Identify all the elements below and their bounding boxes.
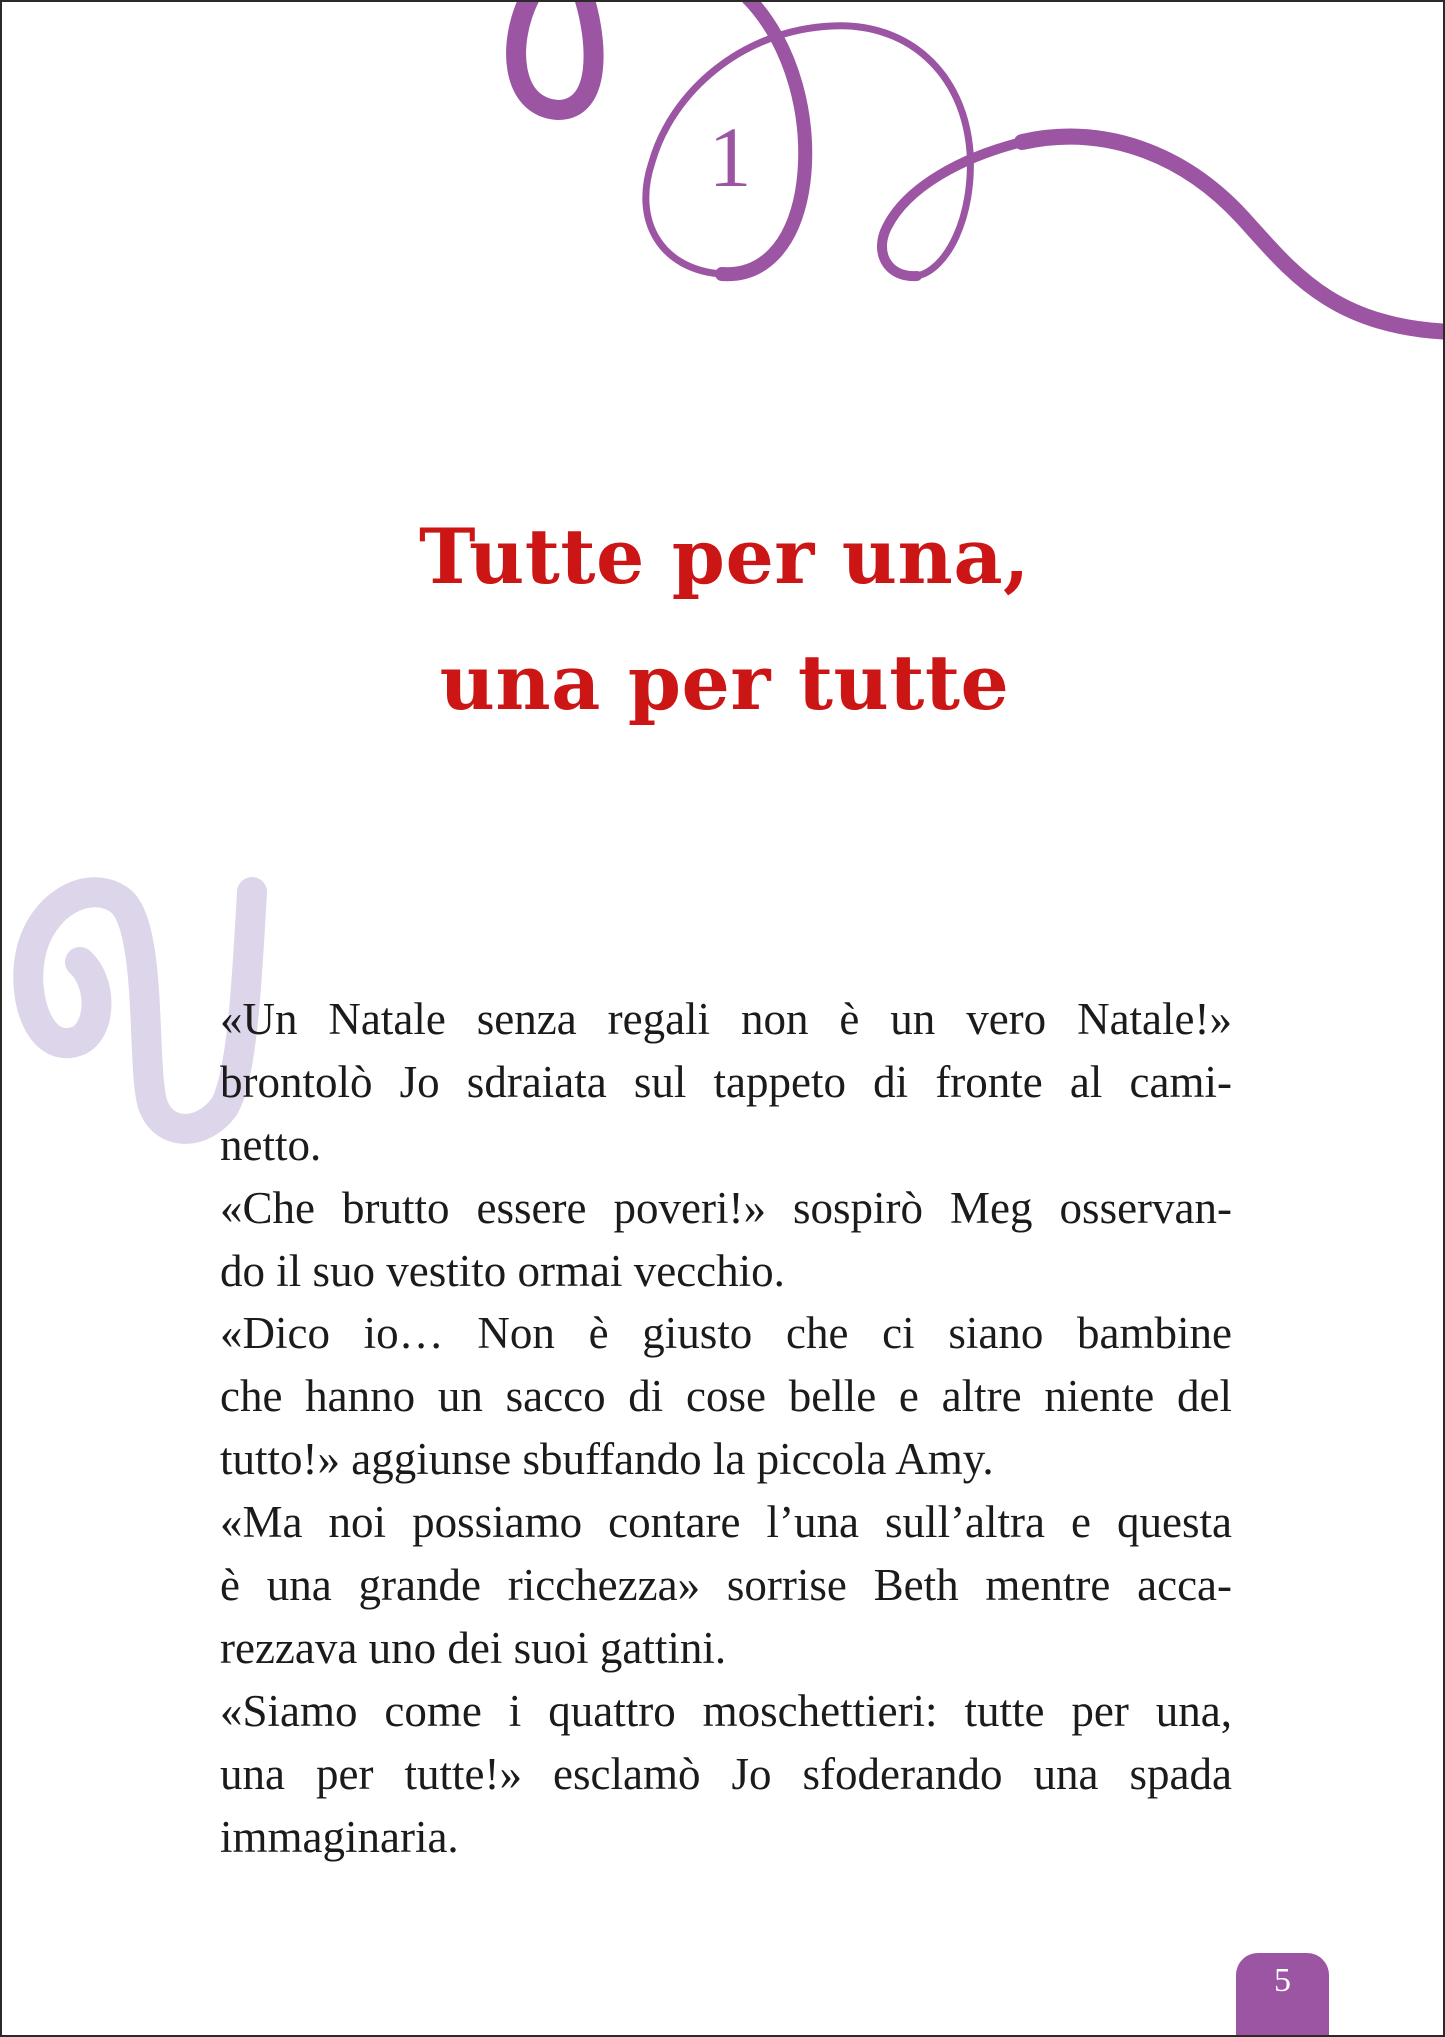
body-line: immaginaria. (220, 1811, 459, 1862)
body-line: è una grande ricchezza» sorrise Beth mentre acca- (220, 1560, 1232, 1611)
body-line: netto. (220, 1119, 322, 1170)
chapter-title-line-2: una per tutte (439, 638, 1010, 727)
chapter-title-line-1: Tutte per una, (418, 512, 1031, 601)
body-text (220, 988, 1232, 1868)
chapter-number: 1 (708, 109, 752, 205)
body-line: tutto!» aggiunse sbuffando la piccola Amy. (220, 1434, 994, 1485)
body-line: «Dico io… Non è giusto che ci siano bambine (220, 1308, 1232, 1359)
body-line: che hanno un sacco di cose belle e altre niente del (220, 1371, 1232, 1422)
body-line: brontolò Jo sdraiata sul tappeto di fronte al cami- (220, 1056, 1232, 1107)
body-line: rezzava uno dei suoi gattini. (220, 1622, 727, 1673)
page-number-tab (1236, 1953, 1329, 2037)
body-line: «Siamo come i quattro moschettieri: tutte per una, (220, 1685, 1232, 1736)
body-line: do il suo vestito ormai vecchio. (220, 1245, 785, 1296)
body-line: «Un Natale senza regali non è un vero Natale!» (220, 994, 1232, 1044)
body-line: una per tutte!» esclamò Jo sfoderando una spada (220, 1748, 1232, 1799)
page-number: 5 (1274, 1962, 1291, 1999)
body-line: «Che brutto essere poveri!» sospirò Meg osservan- (220, 1182, 1232, 1233)
body-line: «Ma noi possiamo contare l’una sull’altra e questa (220, 1497, 1232, 1548)
